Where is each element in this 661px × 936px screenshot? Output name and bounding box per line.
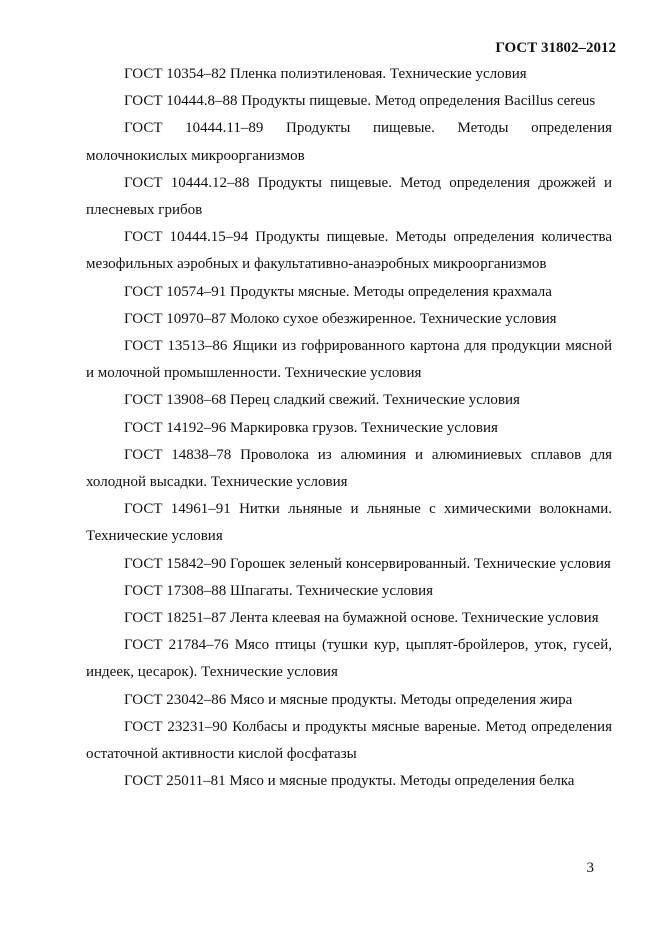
reference-entry: ГОСТ 10444.8–88 Продукты пищевые. Метод определения Bacillus cereus	[124, 93, 596, 110]
reference-entry: ГОСТ 23231–90 Колбасы и продукты мясные вареные. Метод определения остаточной активности кислой фосфатазы	[86, 718, 612, 763]
reference-entry: ГОСТ 10444.11–89 Продукты пищевые. Методы определения молочнокислых микроорганизмов	[86, 120, 612, 164]
reference-entry: ГОСТ 25011–81 Мясо и мясные продукты. Методы определения белка	[124, 773, 575, 790]
reference-entry: ГОСТ 21784–76 Мясо птицы (тушки кур, цыплят-бройлеров, уток, гусей, индеек, цесарок). Технические условия	[86, 637, 612, 681]
reference-entry: ГОСТ 14961–91 Нитки льняные и льняные с химическими волокнами. Технические условия	[86, 501, 612, 545]
document-header-title: ГОСТ 31802–2012	[495, 40, 616, 56]
reference-entry: ГОСТ 10574–91 Продукты мясные. Методы определения крахмала	[124, 283, 552, 300]
reference-entry: ГОСТ 10444.12–88 Продукты пищевые. Метод определения дрожжей и плесневых грибов	[86, 174, 612, 219]
reference-entry: ГОСТ 18251–87 Лента клеевая на бумажной основе. Технические условия	[124, 610, 599, 627]
page-number: 3	[586, 860, 594, 876]
normative-references-list	[86, 61, 612, 795]
reference-entry: ГОСТ 23042–86 Мясо и мясные продукты. Методы определения жира	[124, 691, 573, 708]
reference-entry: ГОСТ 10970–87 Молоко сухое обезжиренное. Технические условия	[124, 310, 557, 327]
reference-entry: ГОСТ 14838–78 Проволока из алюминия и алюминиевых сплавов для холодной высадки. Технические условия	[86, 446, 612, 491]
reference-entry: ГОСТ 10444.15–94 Продукты пищевые. Методы определения количества мезофильных аэробных и факультативно-анаэробных микроорганизмов	[86, 229, 612, 273]
reference-entry: ГОСТ 17308–88 Шпагаты. Технические условия	[124, 582, 434, 599]
reference-entry: ГОСТ 14192–96 Маркировка грузов. Технические условия	[124, 419, 498, 436]
reference-entry: ГОСТ 10354–82 Пленка полиэтиленовая. Технические условия	[124, 66, 527, 82]
reference-entry: ГОСТ 13908–68 Перец сладкий свежий. Технические условия	[124, 392, 520, 409]
reference-entry: ГОСТ 13513–86 Ящики из гофрированного картона для продукции мясной и молочной промышленности. Технические условия	[86, 338, 612, 382]
reference-entry: ГОСТ 15842–90 Горошек зеленый консервированный. Технические условия	[124, 555, 611, 572]
